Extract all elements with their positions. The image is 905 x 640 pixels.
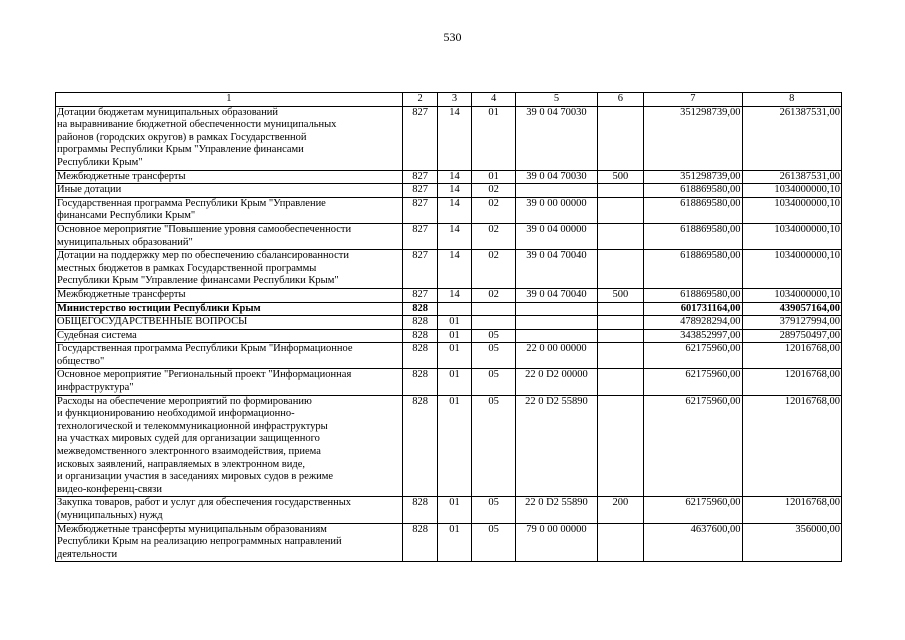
admin-code-cell: 827 [402,184,437,198]
amount-year1-cell: 351298739,00 [644,170,742,184]
section-code-cell: 01 [438,329,471,343]
expense-type-cell: 500 [597,288,644,302]
subsection-code-cell: 02 [471,250,516,289]
admin-code-cell: 828 [402,523,437,562]
expense-type-cell [597,316,644,330]
table-row [56,288,842,302]
expense-type-cell [597,329,644,343]
expense-type-cell [597,250,644,289]
row-name-cell: Дотации бюджетам муниципальных образований на выравнивание бюджетной обеспеченности муниципальных районов (городских округов) в рамках Государственной программы Республики Крым "Управление финансами Республики Крым" [56,106,403,170]
amount-year1-cell: 618869580,00 [644,288,742,302]
section-code-cell: 14 [438,223,471,249]
target-article-cell: 39 0 04 00000 [516,223,597,249]
amount-year2-cell: 1034000000,10 [742,288,841,302]
admin-code-cell: 827 [402,223,437,249]
target-article-cell: 39 0 04 70040 [516,288,597,302]
subsection-code-cell: 02 [471,223,516,249]
admin-code-cell: 827 [402,288,437,302]
admin-code-cell: 828 [402,329,437,343]
amount-year1-cell: 62175960,00 [644,395,742,497]
section-code-cell: 14 [438,250,471,289]
expense-type-cell: 500 [597,170,644,184]
row-name-cell: Основное мероприятие "Региональный проект "Информационная инфраструктура" [56,369,403,395]
section-code-cell: 01 [438,369,471,395]
subsection-code-cell: 01 [471,106,516,170]
column-header-row [56,93,842,107]
table-row [56,223,842,249]
table-row [56,343,842,369]
amount-year2-cell: 12016768,00 [742,395,841,497]
target-article-cell: 39 0 04 70040 [516,250,597,289]
row-name-cell: Министерство юстиции Республики Крым [56,302,403,316]
target-article-cell: 22 0 D2 55890 [516,395,597,497]
section-code-cell: 14 [438,197,471,223]
admin-code-cell: 828 [402,497,437,523]
admin-code-cell: 828 [402,369,437,395]
amount-year2-cell: 356000,00 [742,523,841,562]
column-header: 7 [644,93,742,107]
expense-type-cell [597,343,644,369]
amount-year1-cell: 62175960,00 [644,497,742,523]
column-header: 3 [438,93,471,107]
table-row [56,106,842,170]
subsection-code-cell: 01 [471,170,516,184]
amount-year2-cell: 261387531,00 [742,170,841,184]
amount-year2-cell: 12016768,00 [742,369,841,395]
amount-year2-cell: 12016768,00 [742,343,841,369]
row-name-cell: Основное мероприятие "Повышение уровня самообеспеченности муниципальных образований" [56,223,403,249]
target-article-cell [516,316,597,330]
row-name-cell: Закупка товаров, работ и услуг для обеспечения государственных (муниципальных) нужд [56,497,403,523]
admin-code-cell: 827 [402,197,437,223]
section-code-cell: 01 [438,343,471,369]
row-name-cell: Межбюджетные трансферты муниципальным образованиям Республики Крым на реализацию непрограммных направлений деятельности [56,523,403,562]
amount-year1-cell: 62175960,00 [644,369,742,395]
row-name-cell: Межбюджетные трансферты [56,288,403,302]
table-row [56,329,842,343]
column-header: 6 [597,93,644,107]
subsection-code-cell: 02 [471,184,516,198]
amount-year2-cell: 1034000000,10 [742,250,841,289]
admin-code-cell: 828 [402,316,437,330]
subsection-code-cell: 05 [471,395,516,497]
row-name-cell: ОБЩЕГОСУДАРСТВЕННЫЕ ВОПРОСЫ [56,316,403,330]
table-row [56,170,842,184]
target-article-cell: 79 0 00 00000 [516,523,597,562]
amount-year1-cell: 618869580,00 [644,223,742,249]
section-code-cell: 01 [438,316,471,330]
row-name-cell: Расходы на обеспечение мероприятий по формированию и функционированию необходимой информационно- технологической и телекоммуникационной инфраструктуры на участках мировых судей для организации защищенного межведомственного электронного взаимодействия, приема исковых заявлений, направляемых в электронном виде, и организации участия в заседаниях мировых судов в режиме видео-конференц-связи [56,395,403,497]
section-code-cell: 14 [438,288,471,302]
section-code-cell [438,302,471,316]
expense-type-cell [597,106,644,170]
section-code-cell: 01 [438,395,471,497]
target-article-cell: 39 0 04 70030 [516,106,597,170]
subsection-code-cell: 02 [471,288,516,302]
admin-code-cell: 828 [402,302,437,316]
amount-year2-cell: 439057164,00 [742,302,841,316]
expense-type-cell [597,395,644,497]
table-row [56,184,842,198]
subsection-code-cell: 02 [471,197,516,223]
section-code-cell: 14 [438,106,471,170]
amount-year2-cell: 1034000000,10 [742,223,841,249]
amount-year2-cell: 261387531,00 [742,106,841,170]
table-row [56,302,842,316]
amount-year1-cell: 351298739,00 [644,106,742,170]
subsection-code-cell: 05 [471,343,516,369]
column-header: 2 [402,93,437,107]
row-name-cell: Иные дотации [56,184,403,198]
column-header: 5 [516,93,597,107]
subsection-code-cell [471,302,516,316]
section-code-cell: 01 [438,497,471,523]
table-row [56,369,842,395]
amount-year1-cell: 478928294,00 [644,316,742,330]
target-article-cell [516,184,597,198]
row-name-cell: Судебная система [56,329,403,343]
amount-year1-cell: 4637600,00 [644,523,742,562]
amount-year1-cell: 601731164,00 [644,302,742,316]
column-header: 4 [471,93,516,107]
amount-year2-cell: 1034000000,10 [742,184,841,198]
expense-type-cell [597,523,644,562]
subsection-code-cell: 05 [471,497,516,523]
expense-type-cell [597,302,644,316]
table-row [56,497,842,523]
subsection-code-cell: 05 [471,369,516,395]
table-body [56,106,842,562]
expense-type-cell: 200 [597,497,644,523]
section-code-cell: 14 [438,170,471,184]
row-name-cell: Государственная программа Республики Крым "Управление финансами Республики Крым" [56,197,403,223]
target-article-cell: 39 0 04 70030 [516,170,597,184]
expense-type-cell [597,223,644,249]
target-article-cell: 39 0 00 00000 [516,197,597,223]
amount-year1-cell: 343852997,00 [644,329,742,343]
admin-code-cell: 828 [402,343,437,369]
column-header: 1 [56,93,403,107]
amount-year2-cell: 289750497,00 [742,329,841,343]
target-article-cell: 22 0 00 00000 [516,343,597,369]
admin-code-cell: 827 [402,250,437,289]
section-code-cell: 01 [438,523,471,562]
amount-year2-cell: 12016768,00 [742,497,841,523]
table-row [56,316,842,330]
subsection-code-cell: 05 [471,329,516,343]
target-article-cell [516,329,597,343]
table-row [56,250,842,289]
amount-year1-cell: 618869580,00 [644,250,742,289]
admin-code-cell: 828 [402,395,437,497]
page-number: 530 [443,30,462,44]
admin-code-cell: 827 [402,106,437,170]
subsection-code-cell: 05 [471,523,516,562]
expense-type-cell [597,369,644,395]
expense-type-cell [597,197,644,223]
amount-year1-cell: 618869580,00 [644,184,742,198]
column-header: 8 [742,93,841,107]
amount-year2-cell: 1034000000,10 [742,197,841,223]
expense-type-cell [597,184,644,198]
amount-year2-cell: 379127994,00 [742,316,841,330]
table-row [56,523,842,562]
table-row [56,395,842,497]
subsection-code-cell [471,316,516,330]
target-article-cell [516,302,597,316]
budget-table [55,92,842,562]
admin-code-cell: 827 [402,170,437,184]
row-name-cell: Государственная программа Республики Крым "Информационное общество" [56,343,403,369]
section-code-cell: 14 [438,184,471,198]
target-article-cell: 22 0 D2 00000 [516,369,597,395]
row-name-cell: Дотации на поддержку мер по обеспечению сбалансированности местных бюджетов в рамках Государственной программы Республики Крым "Управление финансами Республики Крым" [56,250,403,289]
amount-year1-cell: 62175960,00 [644,343,742,369]
table-row [56,197,842,223]
amount-year1-cell: 618869580,00 [644,197,742,223]
row-name-cell: Межбюджетные трансферты [56,170,403,184]
target-article-cell: 22 0 D2 55890 [516,497,597,523]
